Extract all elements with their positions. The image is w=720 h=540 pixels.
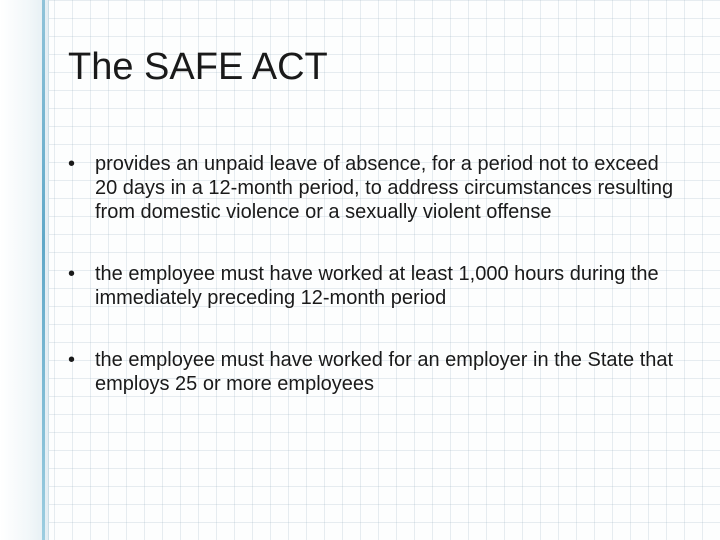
- bullet-list: [68, 152, 678, 396]
- bullet-unpaid-leave: • provides an unpaid leave of absence, for a period not to exceed 20 days in a 12-month period, to address circumstances resulting from domestic violence or a sexually violent offense: [68, 152, 678, 224]
- left-accent-line: [42, 0, 45, 540]
- bullet-hours-requirement: • the employee must have worked at least 1,000 hours during the immediately preceding 12-month period: [68, 262, 678, 310]
- slide-title: The SAFE ACT: [68, 46, 328, 88]
- bullet-employer-size: • the employee must have worked for an employer in the State that employs 25 or more employees: [68, 348, 678, 396]
